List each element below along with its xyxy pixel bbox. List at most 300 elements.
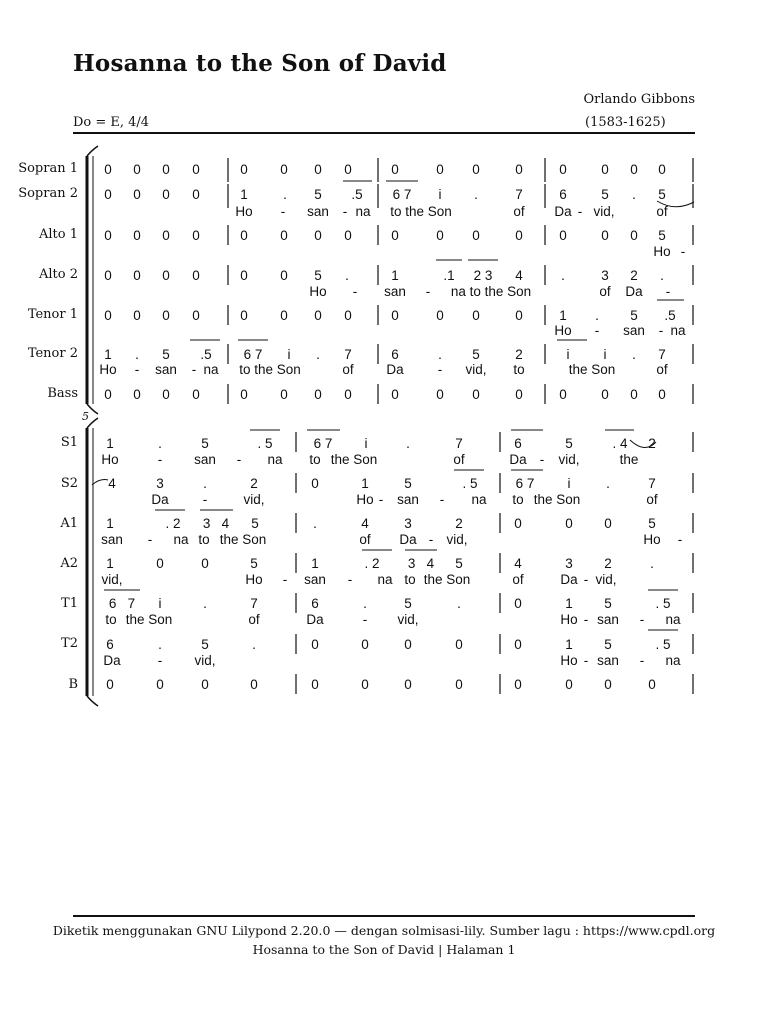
lyric: of bbox=[646, 492, 658, 507]
note: 0 bbox=[240, 268, 248, 283]
note: 4 bbox=[108, 476, 116, 491]
note: 0 bbox=[559, 387, 567, 402]
page-title: Hosanna to the Son of David bbox=[73, 50, 447, 77]
note: 0 bbox=[133, 228, 141, 243]
note: 0 bbox=[604, 516, 612, 531]
note: 0 bbox=[630, 162, 638, 177]
note: 0 bbox=[361, 677, 369, 692]
lyric: the Son bbox=[330, 452, 378, 467]
footer-page: Hosanna to the Son of David | Halaman 1 bbox=[252, 942, 516, 957]
note: 0 bbox=[559, 162, 567, 177]
note: 0 bbox=[280, 162, 288, 177]
note: 1 bbox=[565, 596, 573, 611]
note: .5 bbox=[351, 187, 363, 202]
note: 0 bbox=[280, 228, 288, 243]
note: 0 bbox=[311, 637, 319, 652]
lyric: to bbox=[513, 362, 525, 377]
lyric: vid, bbox=[593, 204, 615, 219]
note: . bbox=[313, 516, 317, 531]
note: 1 bbox=[391, 268, 399, 283]
note: 0 bbox=[404, 637, 412, 652]
note: 0 bbox=[565, 677, 573, 692]
note: 0 bbox=[604, 677, 612, 692]
lyric: - bbox=[202, 492, 208, 507]
lyric: to bbox=[198, 532, 210, 547]
note: i bbox=[438, 187, 442, 202]
lyric: vid, bbox=[397, 612, 419, 627]
note: 0 bbox=[436, 387, 444, 402]
lyric: - bbox=[347, 572, 353, 587]
note: .5 bbox=[664, 308, 676, 323]
note: 0 bbox=[311, 677, 319, 692]
note: . bbox=[632, 347, 636, 362]
note: 5 bbox=[455, 556, 463, 571]
note: . bbox=[561, 268, 565, 283]
note: 5 bbox=[314, 268, 322, 283]
lyric: the Son bbox=[568, 362, 616, 377]
staff-label: A1 bbox=[60, 516, 78, 531]
lyric: - bbox=[583, 572, 589, 587]
note: . 5 bbox=[462, 476, 478, 491]
note: 5 bbox=[648, 516, 656, 531]
note: 0 bbox=[162, 387, 170, 402]
note: . bbox=[474, 187, 478, 202]
footer-rule bbox=[73, 915, 695, 917]
lyric: - bbox=[425, 284, 431, 299]
lyric: vid, bbox=[558, 452, 580, 467]
note: 0 bbox=[630, 228, 638, 243]
lyric: san bbox=[307, 204, 329, 219]
staff-label: T1 bbox=[61, 596, 78, 611]
lyric: - bbox=[577, 204, 583, 219]
note: 0 bbox=[104, 308, 112, 323]
lyric: of bbox=[359, 532, 371, 547]
note: 0 bbox=[404, 677, 412, 692]
lyric: Da bbox=[103, 653, 121, 668]
note: 0 bbox=[658, 387, 666, 402]
note: 0 bbox=[192, 228, 200, 243]
note: . bbox=[316, 347, 320, 362]
lyric: the bbox=[619, 452, 639, 467]
note: 7 bbox=[648, 476, 656, 491]
lyric: to bbox=[512, 492, 524, 507]
lyric: vid, bbox=[595, 572, 617, 587]
note: 2 bbox=[250, 476, 258, 491]
note: 4 bbox=[514, 556, 522, 571]
note: 0 bbox=[201, 556, 209, 571]
note: 0 bbox=[133, 187, 141, 202]
note: 0 bbox=[162, 308, 170, 323]
note: 0 bbox=[472, 308, 480, 323]
note: 5 bbox=[658, 228, 666, 243]
lyric: - bbox=[583, 653, 589, 668]
note: 5 bbox=[250, 556, 258, 571]
lyric: to the Son bbox=[239, 362, 301, 377]
note: . bbox=[363, 596, 367, 611]
lyric: of bbox=[342, 362, 354, 377]
note: 0 bbox=[565, 516, 573, 531]
note: 1 bbox=[106, 436, 114, 451]
note: 0 bbox=[630, 387, 638, 402]
note: 0 bbox=[192, 268, 200, 283]
note: 0 bbox=[658, 162, 666, 177]
staff-label: Alto 2 bbox=[39, 267, 78, 282]
lyric: vid, bbox=[101, 572, 123, 587]
lyric: of bbox=[248, 612, 260, 627]
note: 0 bbox=[472, 387, 480, 402]
lyric: na bbox=[267, 452, 283, 467]
note: 0 bbox=[314, 162, 322, 177]
note: 0 bbox=[133, 308, 141, 323]
note: 0 bbox=[344, 387, 352, 402]
note: 0 bbox=[133, 268, 141, 283]
note: 0 bbox=[472, 228, 480, 243]
note: . bbox=[438, 347, 442, 362]
lyric: na bbox=[665, 653, 681, 668]
lyric: - bbox=[280, 204, 286, 219]
note: . 5 bbox=[655, 596, 671, 611]
note: 0 bbox=[314, 308, 322, 323]
note: . 5 bbox=[257, 436, 273, 451]
lyric: - bbox=[147, 532, 153, 547]
lyric: of bbox=[656, 204, 668, 219]
note: . bbox=[252, 637, 256, 652]
note: 5 bbox=[404, 596, 412, 611]
lyric: Ho bbox=[235, 204, 253, 219]
lyric: of bbox=[599, 284, 611, 299]
lyric: Da bbox=[386, 362, 404, 377]
note: 0 bbox=[104, 187, 112, 202]
note: . 5 bbox=[655, 637, 671, 652]
lyric: - bbox=[428, 532, 434, 547]
lyric: na to the Son bbox=[450, 284, 532, 299]
note: 0 bbox=[104, 387, 112, 402]
note: . bbox=[660, 268, 664, 283]
note: 0 bbox=[436, 162, 444, 177]
note: 0 bbox=[515, 162, 523, 177]
staff-label: T2 bbox=[61, 636, 78, 651]
lyric: Da bbox=[560, 572, 578, 587]
lyric: of bbox=[656, 362, 668, 377]
note: 0 bbox=[436, 228, 444, 243]
note: i bbox=[567, 476, 571, 491]
staff-label: S1 bbox=[60, 435, 78, 450]
note: . bbox=[158, 637, 162, 652]
note: 0 bbox=[515, 308, 523, 323]
note: 0 bbox=[104, 162, 112, 177]
lyric: - bbox=[439, 492, 445, 507]
staff-label: Sopran 1 bbox=[18, 161, 78, 176]
note: 1 bbox=[104, 347, 112, 362]
lyric: vid, bbox=[465, 362, 487, 377]
lyric: Ho bbox=[99, 362, 117, 377]
note: . bbox=[406, 436, 410, 451]
note: 0 bbox=[601, 387, 609, 402]
note: 5 bbox=[658, 187, 666, 202]
note: 0 bbox=[133, 387, 141, 402]
note: . 4 bbox=[612, 436, 628, 451]
note: i bbox=[603, 347, 607, 362]
lyric: - bbox=[157, 452, 163, 467]
note: 0 bbox=[601, 162, 609, 177]
lyric: Ho bbox=[245, 572, 263, 587]
lyric: of bbox=[453, 452, 465, 467]
lyric: - bbox=[378, 492, 384, 507]
lyric: of bbox=[512, 572, 524, 587]
lyric: the Son bbox=[125, 612, 173, 627]
note: 0 bbox=[436, 308, 444, 323]
note: i bbox=[566, 347, 570, 362]
note: 0 bbox=[514, 516, 522, 531]
note: 5 bbox=[472, 347, 480, 362]
note: 6 bbox=[514, 436, 522, 451]
note: 0 bbox=[515, 228, 523, 243]
note: 0 bbox=[515, 387, 523, 402]
lyric: san bbox=[384, 284, 406, 299]
note: 1 bbox=[361, 476, 369, 491]
lyric: - bbox=[539, 452, 545, 467]
lyric: - bbox=[639, 612, 645, 627]
lyric: Da bbox=[509, 452, 527, 467]
lyric: Ho bbox=[101, 452, 119, 467]
lyric: san bbox=[304, 572, 326, 587]
note: 0 bbox=[314, 228, 322, 243]
note: 0 bbox=[311, 476, 319, 491]
lyric: - bbox=[583, 612, 589, 627]
staff-label: Alto 1 bbox=[39, 227, 78, 242]
lyric: - bbox=[680, 244, 686, 259]
note: 0 bbox=[162, 228, 170, 243]
lyric: - bbox=[236, 452, 242, 467]
lyric: - bbox=[658, 323, 664, 338]
note: 0 bbox=[391, 162, 399, 177]
footer-credit: Diketik menggunakan GNU Lilypond 2.20.0 — dengan solmisasi-lily. Sumber lagu : https://www.cpdl.org bbox=[52, 923, 716, 938]
note: 6 7 bbox=[108, 596, 136, 611]
note: 6 7 bbox=[243, 347, 263, 362]
lyric: na bbox=[203, 362, 219, 377]
lyric: Da bbox=[625, 284, 643, 299]
lyric: san bbox=[597, 612, 619, 627]
note: 1 bbox=[559, 308, 567, 323]
lyric: - bbox=[191, 362, 197, 377]
note: 4 bbox=[515, 268, 523, 283]
lyric: to the Son bbox=[390, 204, 452, 219]
note: 0 bbox=[104, 268, 112, 283]
lyric: Ho bbox=[653, 244, 671, 259]
note: 5 bbox=[604, 637, 612, 652]
note: 2 bbox=[648, 436, 656, 451]
lyric: san bbox=[101, 532, 123, 547]
note: 0 bbox=[514, 677, 522, 692]
note: . 2 bbox=[364, 556, 380, 571]
note: 7 bbox=[250, 596, 258, 611]
note: 0 bbox=[104, 228, 112, 243]
staff-label: A2 bbox=[60, 556, 78, 571]
lyric: san bbox=[623, 323, 645, 338]
lyric: na bbox=[670, 323, 686, 338]
note: 1 bbox=[565, 637, 573, 652]
lyric: Ho bbox=[309, 284, 327, 299]
note: 0 bbox=[162, 162, 170, 177]
note: 3 4 bbox=[202, 516, 230, 531]
lyric: vid, bbox=[194, 653, 216, 668]
note: . bbox=[606, 476, 610, 491]
note: 0 bbox=[133, 162, 141, 177]
note: i bbox=[364, 436, 368, 451]
staff-label: Bass bbox=[47, 386, 78, 401]
lyric: - bbox=[677, 532, 683, 547]
note: 6 bbox=[559, 187, 567, 202]
note: 0 bbox=[240, 308, 248, 323]
note: 3 bbox=[156, 476, 164, 491]
note: 7 bbox=[658, 347, 666, 362]
note: 0 bbox=[240, 162, 248, 177]
lyric: - bbox=[362, 612, 368, 627]
lyric: to bbox=[309, 452, 321, 467]
note: 0 bbox=[162, 268, 170, 283]
lyric: - bbox=[134, 362, 140, 377]
note: 0 bbox=[514, 637, 522, 652]
staff-label: B bbox=[68, 677, 78, 692]
note: . 2 bbox=[165, 516, 181, 531]
lyric: of bbox=[513, 204, 525, 219]
note: i bbox=[287, 347, 291, 362]
note: .1 bbox=[443, 268, 455, 283]
note: 5 bbox=[565, 436, 573, 451]
note: 6 7 bbox=[515, 476, 535, 491]
note: 0 bbox=[361, 637, 369, 652]
note: . bbox=[632, 187, 636, 202]
lyric: san bbox=[597, 653, 619, 668]
note: 0 bbox=[156, 677, 164, 692]
note: 0 bbox=[472, 162, 480, 177]
note: . bbox=[158, 436, 162, 451]
note: 0 bbox=[559, 228, 567, 243]
lyric: san bbox=[194, 452, 216, 467]
note: . bbox=[283, 187, 287, 202]
lyric: to bbox=[105, 612, 117, 627]
lyric: na bbox=[355, 204, 371, 219]
note: 4 bbox=[361, 516, 369, 531]
lyric: to bbox=[404, 572, 416, 587]
lyric: - bbox=[437, 362, 443, 377]
note: . bbox=[135, 347, 139, 362]
note: 2 3 bbox=[473, 268, 493, 283]
header-rule bbox=[73, 132, 695, 134]
lyric: Da bbox=[399, 532, 417, 547]
note: 0 bbox=[162, 187, 170, 202]
note: 7 bbox=[455, 436, 463, 451]
lyric: - bbox=[282, 572, 288, 587]
note: . bbox=[457, 596, 461, 611]
note: 2 bbox=[630, 268, 638, 283]
lyric: Ho bbox=[560, 612, 578, 627]
note: 1 bbox=[106, 556, 114, 571]
note: 3 bbox=[565, 556, 573, 571]
lyric: - bbox=[352, 284, 358, 299]
note: 5 bbox=[604, 596, 612, 611]
lyric: - bbox=[594, 323, 600, 338]
note: 0 bbox=[192, 387, 200, 402]
note: 0 bbox=[250, 677, 258, 692]
note: 7 bbox=[344, 347, 352, 362]
lyric: san bbox=[397, 492, 419, 507]
lyric: - bbox=[157, 653, 163, 668]
note: 0 bbox=[514, 596, 522, 611]
note: . bbox=[650, 556, 654, 571]
note: 5 bbox=[404, 476, 412, 491]
lyric: Da bbox=[151, 492, 169, 507]
note: 5 bbox=[314, 187, 322, 202]
note: i bbox=[158, 596, 162, 611]
note: 0 bbox=[280, 308, 288, 323]
note: .5 bbox=[200, 347, 212, 362]
note: 5 bbox=[201, 637, 209, 652]
note: 0 bbox=[280, 387, 288, 402]
lyric: Ho bbox=[356, 492, 374, 507]
note: 2 bbox=[515, 347, 523, 362]
lyric: Da bbox=[554, 204, 572, 219]
lyric: na bbox=[471, 492, 487, 507]
lyric: Ho bbox=[643, 532, 661, 547]
system-number: 5 bbox=[82, 410, 89, 423]
note: 0 bbox=[344, 162, 352, 177]
lyric: san bbox=[155, 362, 177, 377]
note: 0 bbox=[344, 228, 352, 243]
note: 2 bbox=[604, 556, 612, 571]
note: 1 bbox=[311, 556, 319, 571]
note: 3 bbox=[404, 516, 412, 531]
lyric: Ho bbox=[560, 653, 578, 668]
note: 0 bbox=[192, 308, 200, 323]
lyric: the Son bbox=[533, 492, 581, 507]
note: 0 bbox=[106, 677, 114, 692]
lyric: - bbox=[665, 284, 671, 299]
note: 0 bbox=[240, 387, 248, 402]
lyric: Ho bbox=[554, 323, 572, 338]
note: 6 bbox=[311, 596, 319, 611]
note: 0 bbox=[601, 228, 609, 243]
lyric: - bbox=[342, 204, 348, 219]
lyric: na bbox=[173, 532, 189, 547]
note: . bbox=[203, 476, 207, 491]
note: 5 bbox=[162, 347, 170, 362]
note: 0 bbox=[314, 387, 322, 402]
note: 6 bbox=[106, 637, 114, 652]
lyric: the Son bbox=[219, 532, 267, 547]
note: 7 bbox=[515, 187, 523, 202]
lyric: Da bbox=[306, 612, 324, 627]
note: 5 bbox=[201, 436, 209, 451]
staff-label: Tenor 2 bbox=[27, 346, 78, 361]
note: 5 bbox=[601, 187, 609, 202]
note: 3 bbox=[601, 268, 609, 283]
key-tempo: Do = E, 4/4 bbox=[73, 115, 150, 130]
staff-label: S2 bbox=[60, 476, 78, 491]
lyric: vid, bbox=[446, 532, 468, 547]
staff-label: Tenor 1 bbox=[27, 307, 78, 322]
note: 0 bbox=[240, 228, 248, 243]
composer: Orlando Gibbons bbox=[583, 92, 695, 107]
note: 5 bbox=[251, 516, 259, 531]
note: 0 bbox=[455, 637, 463, 652]
note: 6 7 bbox=[313, 436, 333, 451]
note: . bbox=[345, 268, 349, 283]
lyric: na bbox=[665, 612, 681, 627]
note: 0 bbox=[192, 162, 200, 177]
note: . bbox=[203, 596, 207, 611]
note: 0 bbox=[344, 308, 352, 323]
